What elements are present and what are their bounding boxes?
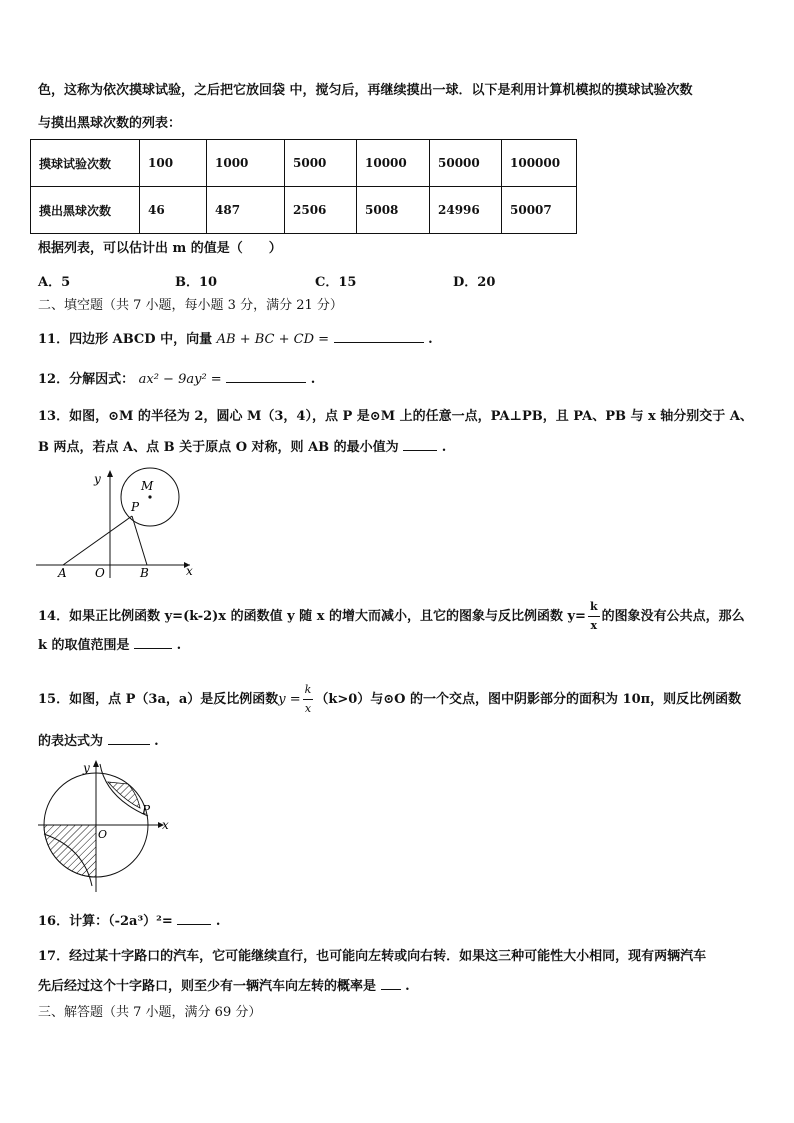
q15-part-2: （k>0）与⊙O 的一个交点，图中阴影部分的面积为 10π，则反比例函数 [315,692,742,707]
table-cell: 50000 [430,140,502,187]
q12-expr: ax² − 9ay² = [138,372,222,387]
q15-line-1 [38,681,741,718]
q15-line-2-text: 的表达式为 [38,734,104,749]
q14-suffix: . [176,638,182,653]
label-y: y [83,761,90,775]
table-row [31,187,577,234]
q14-part-1: 14．如果正比例函数 y=(k-2)x 的函数值 y 随 x 的增大而减小，且它的图象与反比例函数 y= [38,609,586,624]
label-m: M [141,479,154,493]
intro-line-2: 与摸出黑球次数的列表： [38,116,182,131]
fraction-denominator: x [590,619,598,632]
q11 [38,330,433,349]
q15-suffix: . [154,734,159,749]
fraction-denominator: x [304,702,312,715]
q17-suffix: . [405,979,410,994]
label-x: x [162,818,169,832]
table-cell: 1000 [207,140,285,187]
q14-fraction [588,598,600,635]
answer-blank [108,732,150,745]
q13-suffix: . [441,440,447,455]
shaded-region-right [108,782,140,808]
trial-table [30,139,577,234]
q17-line-2 [38,977,410,996]
label-p: P [131,500,140,514]
label-o: O [98,828,108,841]
label-b: B [140,566,149,580]
table-cell: 5000 [285,140,357,187]
label-o: O [95,566,105,580]
table-cell: 24996 [430,187,502,234]
q16-suffix: . [215,914,221,929]
choice-d: D．20 [453,275,496,290]
label-y: y [94,472,101,486]
q13-figure [34,466,200,582]
table-cell: 5008 [357,187,430,234]
segment-pb [132,516,147,565]
intro-line-1: 色，这称为依次摸球试验，之后把它放回袋 中，搅匀后，再继续摸出一球．以下是利用计算机模拟的摸球试验次数 [38,83,693,98]
section-2-heading: 二、填空题（共 7 小题，每小题 3 分，满分 21 分） [38,298,343,313]
q13-line-2 [38,438,446,457]
q15-figure [36,758,170,894]
q10-question: 根据列表，可以估计出 m 的值是（ ） [38,241,282,256]
q16 [38,912,220,931]
label-x: x [186,564,193,578]
q13-line-1: 13．如图，⊙M 的半径为 2，圆心 M（3，4），点 P 是⊙M 上的任意一点，PA⊥PB，且 PA、PB 与 x 轴分别交于 A、 [38,409,753,424]
table-cell: 487 [207,187,285,234]
center-m-dot [148,495,151,498]
answer-blank [226,370,306,383]
q14-part-2: 的图象没有公共点，那么 [601,609,745,624]
q15-fraction [303,681,314,718]
fraction-numerator: k [588,598,600,617]
table-cell: 100 [140,140,207,187]
q11-suffix: . [428,332,433,347]
section-3-heading: 三、解答题（共 7 小题，满分 69 分） [38,1005,262,1020]
table-row-label: 摸球试验次数 [31,140,140,187]
q17-line-1: 17．经过某十字路口的汽车，它可能继续直行，也可能向左转或向右转．如果这三种可能性大小相同，现有两辆汽车 [38,949,707,964]
label-p: P [142,803,151,817]
answer-blank [134,636,172,649]
q15-part-1: 15．如图，点 P（3a，a）是反比例函数 [38,692,279,707]
q11-expr: AB + BC + CD = [216,332,330,347]
q14-line-2 [38,636,181,655]
choice-c: C．15 [315,275,357,290]
choice-b: B．10 [175,275,218,290]
choice-a: A．5 [38,275,71,290]
label-a: A [58,566,67,580]
q12-suffix: . [310,372,316,387]
fraction-numerator: k [303,681,314,700]
q16-text: 16．计算：（-2a³）²= [38,914,173,929]
y-axis-arrow-icon [93,760,99,767]
answer-blank [381,977,401,990]
table-cell: 100000 [502,140,577,187]
table-cell: 50007 [502,187,577,234]
q15-y-eq: y = [278,692,301,707]
table-cell: 10000 [357,140,430,187]
q11-prefix: 11．四边形 ABCD 中，向量 [38,332,213,347]
answer-blank [177,912,211,925]
q13-line-2-text: B 两点，若点 A、点 B 关于原点 O 对称，则 AB 的最小值为 [38,440,399,455]
table-row-label: 摸出黑球次数 [31,187,140,234]
segment-pa [63,516,132,565]
answer-blank [403,438,437,451]
table-row [31,140,577,187]
shaded-sector-left [44,825,96,877]
table-cell: 46 [140,187,207,234]
q14-line-2-text: k 的取值范围是 [38,638,130,653]
y-axis-arrow-icon [107,470,113,477]
answer-blank [334,330,424,343]
q12-prefix: 12．分解因式： [38,372,135,387]
q17-line-2-text: 先后经过这个十字路口，则至少有一辆汽车向左转的概率是 [38,979,377,994]
q15-line-2 [38,732,159,751]
q12 [38,370,315,389]
table-cell: 2506 [285,187,357,234]
q14-line-1 [38,598,745,635]
